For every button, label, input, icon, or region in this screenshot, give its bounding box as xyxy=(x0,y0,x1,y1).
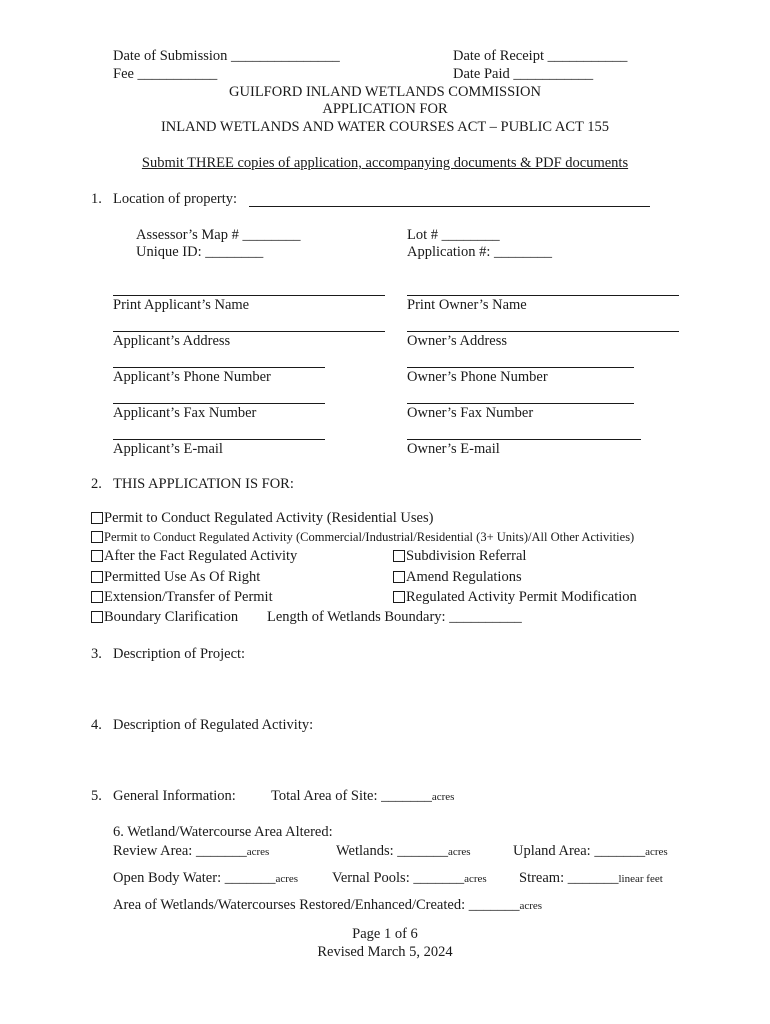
review-area-unit: acres xyxy=(246,846,270,858)
applicant-name-label: Print Applicant’s Name xyxy=(113,297,250,313)
option-after-fact-label: After the Fact Regulated Activity xyxy=(104,548,298,564)
wetlands-area xyxy=(336,842,471,861)
section-4-title: Description of Regulated Activity: xyxy=(113,717,314,733)
checkbox-subdivision[interactable] xyxy=(393,550,405,562)
option-permitted-use-label: Permitted Use As Of Right xyxy=(104,569,261,585)
date-paid: Date Paid ___________ xyxy=(453,66,594,82)
section-3-title: Description of Project: xyxy=(113,646,246,662)
owner-phone-label: Owner’s Phone Number xyxy=(407,369,548,385)
act-title: INLAND WETLANDS AND WATER COURSES ACT – PUBLIC ACT 155 xyxy=(160,119,610,135)
checkbox-boundary[interactable] xyxy=(91,611,103,623)
owner-fax-label: Owner’s Fax Number xyxy=(407,405,534,421)
upland-area xyxy=(513,842,668,861)
date-of-receipt: Date of Receipt ___________ xyxy=(453,48,628,64)
option-extension[interactable] xyxy=(91,588,273,606)
applicant-address-label: Applicant’s Address xyxy=(113,333,231,349)
boundary-length: Length of Wetlands Boundary: __________ xyxy=(267,609,522,625)
option-permitted-use[interactable] xyxy=(91,568,260,586)
option-amend[interactable] xyxy=(393,568,522,586)
checkbox-after-fact[interactable] xyxy=(91,550,103,562)
total-area-unit: acres xyxy=(431,791,455,803)
option-modification-label: Regulated Activity Permit Modification xyxy=(406,589,637,605)
open-body-label: Open Body Water: _______ xyxy=(113,870,276,886)
review-area-label: Review Area: _______ xyxy=(113,843,247,859)
option-modification[interactable] xyxy=(393,588,637,606)
stream-label: Stream: _______ xyxy=(519,870,619,886)
checkbox-amend[interactable] xyxy=(393,571,405,583)
application-number: Application #: ________ xyxy=(407,244,552,260)
submit-note: Submit THREE copies of application, accompanying documents & PDF documents xyxy=(141,155,629,171)
lot-number: Lot # ________ xyxy=(407,227,500,243)
fee: Fee ___________ xyxy=(113,66,218,82)
restored-unit: acres xyxy=(519,900,543,912)
section-2-title: THIS APPLICATION IS FOR: xyxy=(113,476,294,492)
date-of-submission: Date of Submission _______________ xyxy=(113,48,340,64)
option-commercial-label: Permit to Conduct Regulated Activity (Commercial/Industrial/Residential (3+ Units)/All Other Activities) xyxy=(104,530,635,544)
option-amend-label: Amend Regulations xyxy=(406,569,522,585)
restored-area xyxy=(113,896,542,915)
restored-label: Area of Wetlands/Watercourses Restored/Enhanced/Created: _______ xyxy=(113,897,520,913)
option-commercial[interactable] xyxy=(91,528,634,546)
section-5-number: 5. xyxy=(91,788,102,804)
upland-unit: acres xyxy=(645,846,668,858)
checkbox-extension[interactable] xyxy=(91,591,103,603)
upland-label: Upland Area: _______ xyxy=(513,843,646,859)
unique-id: Unique ID: ________ xyxy=(136,244,264,260)
option-boundary[interactable] xyxy=(91,608,238,626)
wetlands-unit: acres xyxy=(448,846,471,858)
section-6-title: 6. Wetland/Watercourse Area Altered: xyxy=(113,824,333,840)
open-body-water xyxy=(113,869,298,888)
checkbox-permitted-use[interactable] xyxy=(91,571,103,583)
option-extension-label: Extension/Transfer of Permit xyxy=(104,589,273,605)
open-body-unit: acres xyxy=(275,873,299,885)
location-label: Location of property: xyxy=(113,191,238,207)
option-subdivision-label: Subdivision Referral xyxy=(406,548,527,564)
option-residential[interactable] xyxy=(91,509,433,527)
checkbox-residential[interactable] xyxy=(91,512,103,524)
page-number: Page 1 of 6 xyxy=(352,926,418,942)
option-boundary-label: Boundary Clarification xyxy=(104,609,239,625)
section-4-number: 4. xyxy=(91,717,102,733)
section-1-number: 1. xyxy=(91,191,102,207)
applicant-email-label: Applicant’s E-mail xyxy=(113,441,223,457)
total-area xyxy=(271,787,454,806)
option-subdivision[interactable] xyxy=(393,547,526,565)
section-2-number: 2. xyxy=(91,476,102,492)
section-5-title: General Information: xyxy=(113,788,236,804)
vernal-unit: acres xyxy=(464,873,487,885)
owner-name-label: Print Owner’s Name xyxy=(407,297,527,313)
application-for-title: APPLICATION FOR xyxy=(322,101,448,117)
checkbox-commercial[interactable] xyxy=(91,531,103,543)
stream xyxy=(519,869,663,888)
review-area xyxy=(113,842,269,861)
wetlands-label: Wetlands: _______ xyxy=(336,843,448,859)
stream-unit: linear feet xyxy=(618,873,663,885)
checkbox-modification[interactable] xyxy=(393,591,405,603)
commission-title: GUILFORD INLAND WETLANDS COMMISSION xyxy=(229,84,541,100)
vernal-pools xyxy=(332,869,487,888)
revised-date: Revised March 5, 2024 xyxy=(317,944,453,960)
applicant-fax-label: Applicant’s Fax Number xyxy=(113,405,257,421)
option-after-fact[interactable] xyxy=(91,547,297,565)
vernal-label: Vernal Pools: _______ xyxy=(332,870,465,886)
assessor-map: Assessor’s Map # ________ xyxy=(136,227,301,243)
applicant-phone-label: Applicant’s Phone Number xyxy=(113,369,271,385)
owner-address-label: Owner’s Address xyxy=(407,333,508,349)
option-residential-label: Permit to Conduct Regulated Activity (Residential Uses) xyxy=(104,510,434,526)
owner-email-label: Owner’s E-mail xyxy=(407,441,500,457)
total-area-label: Total Area of Site: _______ xyxy=(271,788,432,804)
section-3-number: 3. xyxy=(91,646,102,662)
location-input-line[interactable] xyxy=(249,206,650,207)
